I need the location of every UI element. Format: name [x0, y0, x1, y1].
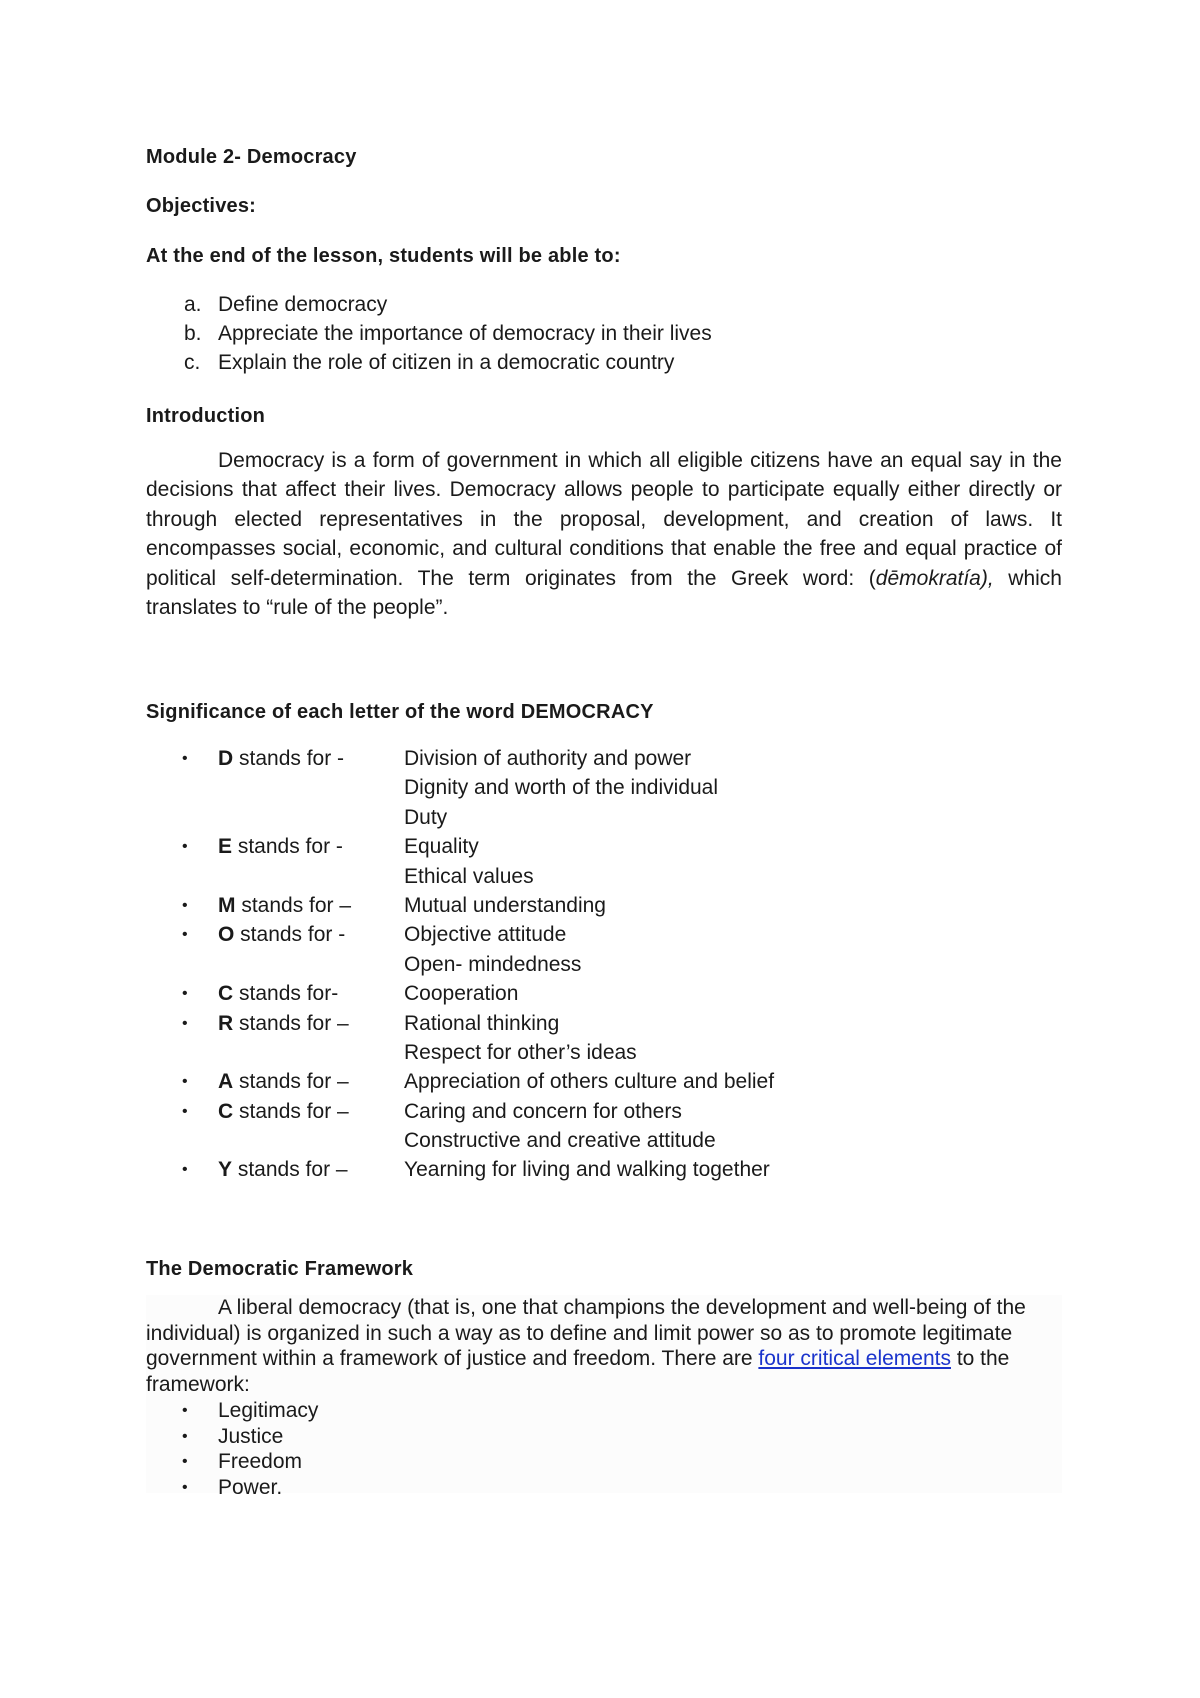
objectives-intro: At the end of the lesson, students will be able to: — [146, 245, 621, 267]
greek-term: dēmokratía), — [875, 566, 994, 590]
letter-meaning: Rational thinking — [404, 1011, 560, 1035]
letter-row — [146, 1067, 1062, 1096]
letter-suffix: stands for – — [233, 1011, 349, 1035]
framework-element-item — [146, 1475, 1062, 1501]
letter-meaning: Respect for other’s ideas — [404, 1040, 637, 1064]
letter-label — [218, 891, 351, 920]
objective-item — [184, 319, 712, 348]
letter-meaning: Appreciation of others culture and belief — [404, 1070, 775, 1094]
letter-meaning: Constructive and creative attitude — [404, 1129, 716, 1153]
letter-row — [146, 832, 1062, 861]
introduction-heading: Introduction — [146, 405, 266, 427]
letter-meaning: Dignity and worth of the individual — [404, 776, 719, 800]
letter: A — [218, 1070, 234, 1094]
letter-label — [218, 1097, 349, 1126]
objective-item — [184, 290, 712, 319]
framework-element-item — [146, 1398, 1062, 1424]
letter-row — [146, 920, 1062, 949]
bullet-icon: • — [182, 838, 188, 856]
letter-label — [218, 744, 344, 773]
letter: C — [218, 982, 234, 1006]
letter-meaning: Division of authority and power — [404, 747, 692, 770]
letter-row — [146, 773, 1062, 802]
introduction-paragraph — [146, 446, 1062, 622]
module-title: Module 2- Democracy — [146, 146, 357, 168]
bullet-icon: • — [182, 985, 188, 1003]
letter: D — [218, 747, 234, 770]
letter-label — [218, 1009, 349, 1038]
framework-heading: The Democratic Framework — [146, 1258, 414, 1280]
letter-label — [218, 832, 343, 861]
letter-meaning: Ethical values — [404, 864, 534, 888]
framework-text-part1: A liberal democracy (that is, one that champions the development and well-being of the individual) is organized in such a way as to define and limit power so as to promote legitimate government within a framework of justice and freedom. There are — [146, 1296, 1026, 1371]
bullet-icon: • — [182, 1453, 188, 1471]
bullet-icon: • — [182, 1478, 188, 1496]
framework-element-text: Freedom — [218, 1450, 303, 1474]
framework-section — [146, 1295, 1062, 1499]
intro-text-part1: Democracy is a form of government in which all eligible citizens have an equal say in the decisions that affect their lives. Democracy allows people to participate equally either directly or through elected representatives in the proposal, development, and creation of laws. It encompasses social, economic, and cultural conditions that enable the free and equal practice of political self-determination. The term originates from the Greek word: ( — [146, 449, 1062, 590]
framework-paragraph — [146, 1295, 1062, 1398]
letter: O — [218, 923, 235, 947]
intro-text-part2: which translates to “rule of the people”. — [146, 566, 1062, 620]
bullet-icon: • — [182, 1161, 188, 1179]
objective-text: Appreciate the importance of democracy in their lives — [218, 322, 712, 345]
letter: E — [218, 835, 233, 859]
framework-element-item — [146, 1449, 1062, 1475]
letter-row — [146, 1038, 1062, 1067]
letter-row — [146, 1155, 1062, 1184]
significance-heading: Significance of each letter of the word DEMOCRACY — [146, 701, 654, 723]
bullet-icon: • — [182, 1014, 188, 1032]
letter-suffix: stands for - — [234, 923, 346, 947]
letter: C — [218, 1099, 234, 1123]
letter-suffix: stands for – — [232, 1158, 348, 1182]
framework-elements-list — [146, 1398, 1062, 1501]
letter-meaning: Open- mindedness — [404, 952, 582, 976]
objectives-list — [184, 290, 712, 377]
objectives-heading: Objectives: — [146, 195, 257, 217]
bullet-icon: • — [182, 926, 188, 944]
framework-element-text: Justice — [218, 1424, 284, 1448]
letter-row — [146, 744, 1062, 773]
letter-row — [146, 1009, 1062, 1038]
letter-meaning: Duty — [404, 805, 448, 829]
bullet-icon: • — [182, 1073, 188, 1091]
letter-label — [218, 920, 345, 949]
letter-meaning: Yearning for living and walking together — [404, 1158, 770, 1182]
letter-meaning: Cooperation — [404, 982, 519, 1006]
letter-meaning: Mutual understanding — [404, 893, 606, 917]
letter-meaning: Caring and concern for others — [404, 1099, 682, 1123]
framework-element-item — [146, 1424, 1062, 1450]
objective-item — [184, 348, 712, 377]
bullet-icon: • — [182, 750, 188, 767]
letter-meaning: Objective attitude — [404, 923, 567, 947]
letter: R — [218, 1011, 234, 1035]
objective-marker: a. — [184, 293, 202, 316]
framework-element-text: Power. — [218, 1475, 283, 1499]
bullet-icon: • — [182, 1427, 188, 1445]
letter-row — [146, 862, 1062, 891]
objective-marker: b. — [184, 322, 202, 345]
bullet-icon: • — [182, 1102, 188, 1120]
objective-marker: c. — [184, 351, 201, 374]
framework-element-text: Legitimacy — [218, 1398, 319, 1422]
letter-suffix: stands for – — [233, 1070, 349, 1094]
letter: Y — [218, 1158, 233, 1182]
four-critical-elements-link[interactable]: four critical elements — [758, 1347, 951, 1371]
letter: M — [218, 893, 236, 917]
letter-suffix: stands for - — [233, 747, 345, 770]
letter-row — [146, 979, 1062, 1008]
letter-suffix: stands for- — [233, 982, 339, 1006]
letter-suffix: stands for - — [232, 835, 343, 859]
framework-text-part2: to the framework: — [146, 1347, 1010, 1397]
bullet-icon: • — [182, 896, 188, 914]
letter-suffix: stands for – — [235, 893, 352, 917]
objective-text: Define democracy — [218, 293, 388, 316]
letter-label — [218, 1155, 348, 1184]
letter-label — [218, 1067, 349, 1096]
letter-meaning: Equality — [404, 835, 479, 859]
objective-text: Explain the role of citizen in a democratic country — [218, 351, 675, 374]
letter-row — [146, 950, 1062, 979]
letter-row — [146, 891, 1062, 920]
letter-suffix: stands for – — [233, 1099, 349, 1123]
letter-row — [146, 803, 1062, 832]
letter-label — [218, 979, 338, 1008]
bullet-icon: • — [182, 1401, 188, 1419]
letter-row — [146, 1097, 1062, 1126]
letter-row — [146, 1126, 1062, 1155]
democracy-letters-list — [146, 744, 1062, 1185]
